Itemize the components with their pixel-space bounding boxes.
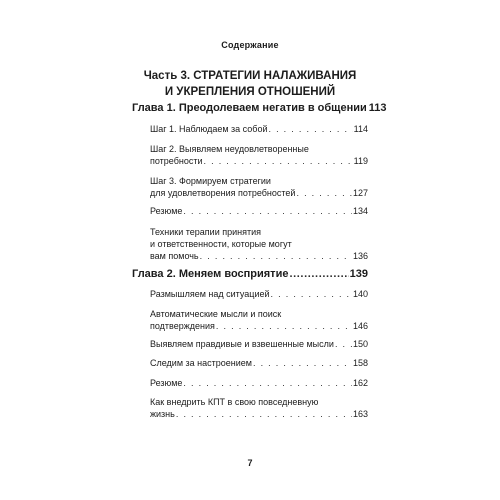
entry-page: 140 bbox=[352, 289, 368, 299]
dot-leader bbox=[183, 205, 352, 217]
dot-leader bbox=[176, 408, 352, 420]
entry-page: 150 bbox=[352, 339, 368, 349]
chapter-page: 139 bbox=[349, 268, 368, 280]
toc-entry[interactable] bbox=[150, 396, 368, 420]
part-title-line-1: Часть 3. СТРАТЕГИИ НАЛАЖИВАНИЯ bbox=[143, 70, 357, 82]
dot-leader bbox=[204, 155, 353, 167]
entry-title: Размышляем над ситуацией bbox=[150, 289, 270, 299]
entry-page: 134 bbox=[352, 206, 368, 216]
toc-entry[interactable] bbox=[150, 308, 368, 332]
entry-title: Резюме bbox=[150, 378, 183, 388]
dot-leader bbox=[253, 357, 352, 369]
dot-leader bbox=[200, 250, 352, 262]
chapter-title: Глава 2. Меняем восприятие bbox=[132, 268, 289, 280]
chapter-2-entry[interactable] bbox=[132, 268, 368, 280]
toc-entry[interactable] bbox=[150, 123, 368, 135]
dot-leader bbox=[268, 123, 352, 135]
entry-title-last-line: подтверждения bbox=[150, 321, 215, 331]
toc-entry[interactable] bbox=[150, 143, 368, 167]
entry-title-last-line: для удовлетворения потребностей bbox=[150, 188, 296, 198]
entry-title-last-line: потребности bbox=[150, 156, 203, 166]
toc-entry[interactable] bbox=[150, 288, 368, 300]
dot-leader bbox=[296, 187, 352, 199]
entry-title-last-line: вам помочь bbox=[150, 251, 199, 261]
part-title bbox=[0, 68, 500, 100]
entry-page: 163 bbox=[352, 409, 368, 419]
entry-page: 162 bbox=[352, 378, 368, 388]
page-number: 7 bbox=[247, 458, 253, 468]
entry-title: Выявляем правдивые и взвешенные мысли bbox=[150, 339, 334, 349]
entry-page: 146 bbox=[352, 321, 368, 331]
entry-title: Следим за настроением bbox=[150, 358, 252, 368]
dot-leader bbox=[289, 268, 348, 280]
entry-page: 119 bbox=[353, 156, 368, 166]
entry-page: 158 bbox=[352, 358, 368, 368]
dot-leader bbox=[183, 377, 352, 389]
entry-title-last-line: жизнь bbox=[150, 409, 175, 419]
toc-entry[interactable] bbox=[150, 175, 368, 199]
entry-title-first-line: Шаг 3. Формируем стратегии bbox=[150, 176, 271, 186]
entry-title: Резюме bbox=[150, 206, 183, 216]
toc-entry[interactable] bbox=[150, 377, 368, 389]
entry-title-first-lines: Техники терапии принятия и ответственности, которые могут bbox=[150, 227, 292, 249]
dot-leader bbox=[216, 320, 352, 332]
chapter-title: Глава 1. Преодолеваем негатив в общении bbox=[132, 102, 367, 114]
dot-leader bbox=[271, 288, 352, 300]
toc-entry[interactable] bbox=[150, 338, 368, 350]
entry-page: 114 bbox=[353, 124, 368, 134]
running-head: Содержание bbox=[221, 40, 279, 50]
chapter-page: 113 bbox=[368, 102, 387, 114]
dot-leader bbox=[335, 338, 352, 350]
entry-page: 136 bbox=[352, 251, 368, 261]
entry-title: Шаг 1. Наблюдаем за собой bbox=[150, 124, 268, 134]
entry-page: 127 bbox=[352, 188, 368, 198]
entry-title-first-line: Шаг 2. Выявляем неудовлетворенные bbox=[150, 144, 309, 154]
entry-title-first-line: Автоматические мысли и поиск bbox=[150, 309, 282, 319]
toc-entry[interactable] bbox=[150, 205, 368, 217]
toc-entry[interactable] bbox=[150, 226, 368, 262]
toc-entry[interactable] bbox=[150, 357, 368, 369]
entry-title-first-line: Как внедрить КПТ в свою повседневную bbox=[150, 397, 319, 407]
chapter-1-entry[interactable] bbox=[132, 102, 387, 114]
part-title-line-2: И УКРЕПЛЕНИЯ ОТНОШЕНИЙ bbox=[164, 86, 336, 98]
